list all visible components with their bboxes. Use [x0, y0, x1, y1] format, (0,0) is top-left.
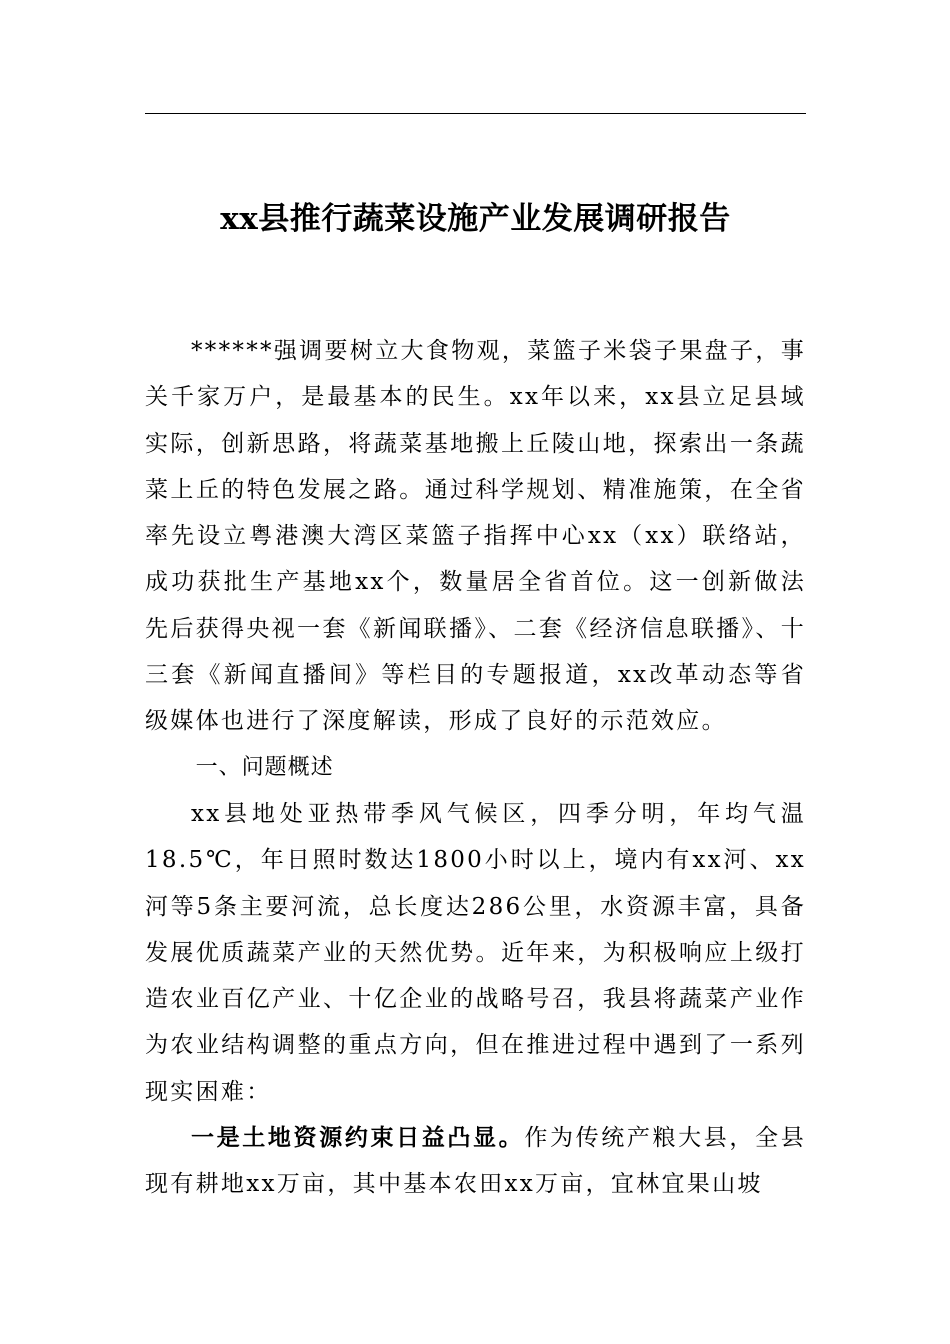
section-heading: 一、问题概述 — [195, 754, 334, 780]
point-one-text: 作为传统产粮大县，全县现有耕地xx万亩，其中基本农田xx万亩，宜林宜果山坡 — [145, 1125, 806, 1198]
header-rule — [145, 113, 806, 114]
overview-paragraph: xx县地处亚热带季风气候区，四季分明，年均气温18.5℃，年日照时数达1800小时以上，境内有xx河、xx河等5条主要河流，总长度达286公里，水资源丰富，具备发展优质蔬菜产业的天然优势。近年来，为积极响应上级打造农业百亿产业、十亿企业的战略号召，我县将蔬菜产业作为农业结构调整的重点方向，但在推进过程中遇到了一系列现实困难： — [145, 800, 806, 1105]
point-one-paragraph — [145, 1115, 806, 1208]
point-one-lead: 一是土地资源约束日益凸显。 — [191, 1124, 525, 1152]
intro-paragraph: ******强调要树立大食物观，菜篮子米袋子果盘子，事关千家万户，是最基本的民生。xx年以来，xx县立足县域实际，创新思路，将蔬菜基地搬上丘陵山地，探索出一条蔬菜上丘的特色发展之路。通过科学规划、精准施策，在全省率先设立粤港澳大湾区菜篮子指挥中心xx（xx）联络站，成功获批生产基地xx个，数量居全省首位。这一创新做法先后获得央视一套《新闻联播》、二套《经济信息联播》、十三套《新闻直播间》等栏目的专题报道，xx改革动态等省级媒体也进行了深度解读，形成了良好的示范效应。 — [145, 338, 806, 735]
document-title: xx县推行蔬菜设施产业发展调研报告 — [220, 201, 731, 237]
document-body — [145, 328, 806, 1208]
